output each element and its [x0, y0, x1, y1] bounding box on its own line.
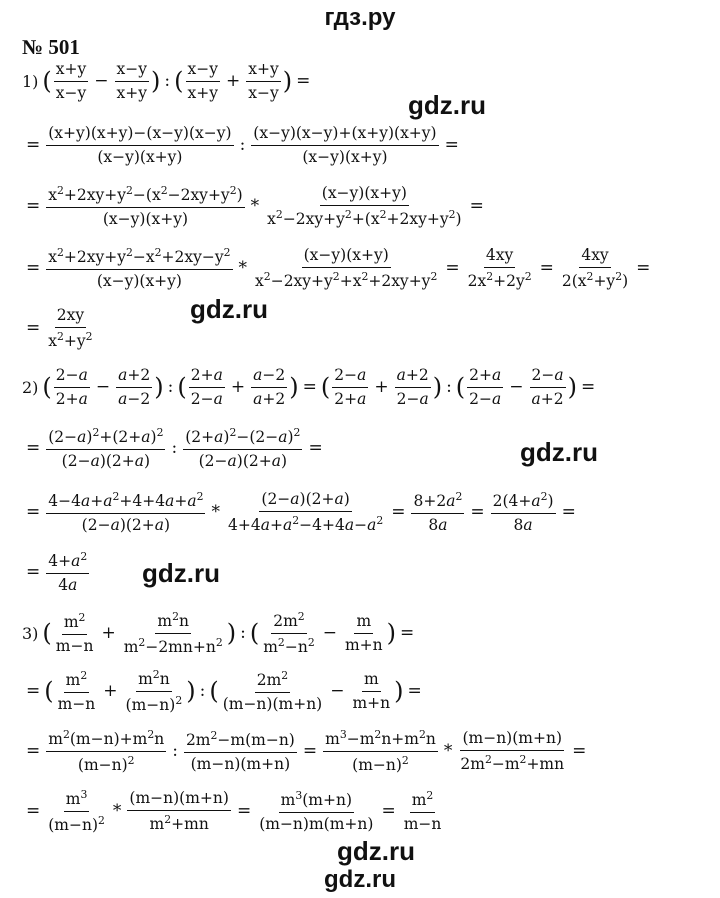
site-header: гдз.ру — [324, 4, 396, 31]
math-line: = $\frac{2xy}{x^2+y^2}$ — [26, 306, 93, 350]
watermark: gdz.ru — [190, 294, 268, 324]
math-line: 2) ( $\frac{2-a}{2+a}$ − $\frac{a+2}{a-2}$ ) : ( $\frac{2+a}{2-a}$ + $\frac{a-2}{a+2}$ ) = ( $\frac{2-a}{2+a}$ + $\frac{a+2}{2-a}$ ) : ( $\frac{2+a}{2-a}$ − $\frac{2-a}{a+2}$ ) = — [22, 366, 596, 408]
problem-number: № 501 — [22, 35, 80, 59]
part-label: 3) — [22, 623, 39, 643]
math-line: = $\frac{(2-a)^2+(2+a)^2}{(2-a)(2+a)}$ : $\frac{(2+a)^2-(2-a)^2}{(2-a)(2+a)}$ = — [26, 426, 323, 470]
math-line: = $\frac{m^3}{(m-n)^2}$ * $\frac{(m-n)(m+n)}{m^2+mn}$ = $\frac{m^3(m+n)}{(m-n)m(m+n)}$ = $\frac{m^2}{m-n}$ — [26, 788, 442, 834]
math-line: = $\frac{m^2(m-n)+m^2n}{(m-n)^2}$ : $\frac{2m^2-m(m-n)}{(m-n)(m+n)}$ = $\frac{m^3-m^2n+m^2n}{(m-n)^2}$ * $\frac{(m-n)(m+n)}{2m^2-m^2+mn}$ = — [26, 728, 587, 774]
watermark: gdz.ru — [520, 437, 598, 467]
math-line: = $\frac{x^2+2xy+y^2-(x^2-2xy+y^2)}{(x-y)(x+y)}$ * $\frac{(x-y)(x+y)}{x^2-2xy+y^2+(x^2+2xy+y^2)}$ = — [26, 184, 484, 228]
math-line: = $\frac{4+a^2}{4a}$ — [26, 550, 88, 594]
math-line: 3) ( $\frac{m^2}{m-n}$ + $\frac{m^2n}{m^2-2mn+n^2}$ ) : ( $\frac{2m^2}{m^2-n^2}$ − $\frac{m}{m+n}$ ) = — [22, 610, 415, 656]
watermark: gdz.ru — [337, 836, 415, 866]
math-line: = ( $\frac{m^2}{m-n}$ + $\frac{m^2n}{(m-n)^2}$ ) : ( $\frac{2m^2}{(m-n)(m+n)}$ − $\frac{m}{m+n}$ ) = — [26, 668, 422, 714]
part-label: 1) — [22, 71, 39, 91]
site-footer: gdz.ru — [324, 866, 396, 893]
watermark: gdz.ru — [408, 90, 486, 120]
math-line: 1) ( $\frac{x+y}{x-y}$ − $\frac{x-y}{x+y}$ ) : ( $\frac{x-y}{x+y}$ + $\frac{x+y}{x-y}$ ) = — [22, 60, 311, 102]
math-line: = $\frac{4-4a+a^2+4+4a+a^2}{(2-a)(2+a)}$ * $\frac{(2-a)(2+a)}{4+4a+a^2-4+4a-a^2}$ = $\frac{8+2a^2}{8a}$ = $\frac{2(4+a^2)}{8a}$ = — [26, 490, 576, 534]
math-line: = $\frac{(x+y)(x+y)-(x-y)(x-y)}{(x-y)(x+y)}$ : $\frac{(x-y)(x-y)+(x+y)(x+y)}{(x-y)(x+y)}$ = — [26, 124, 459, 166]
math-line: = $\frac{x^2+2xy+y^2-x^2+2xy-y^2}{(x-y)(x+y)}$ * $\frac{(x-y)(x+y)}{x^2-2xy+y^2+x^2+2xy+y^2}$ = $\frac{4xy}{2x^2+2y^2}$ = $\frac{4xy}{2(x^2+y^2)}$ = — [26, 246, 651, 290]
watermark: gdz.ru — [142, 558, 220, 588]
part-label: 2) — [22, 377, 39, 397]
